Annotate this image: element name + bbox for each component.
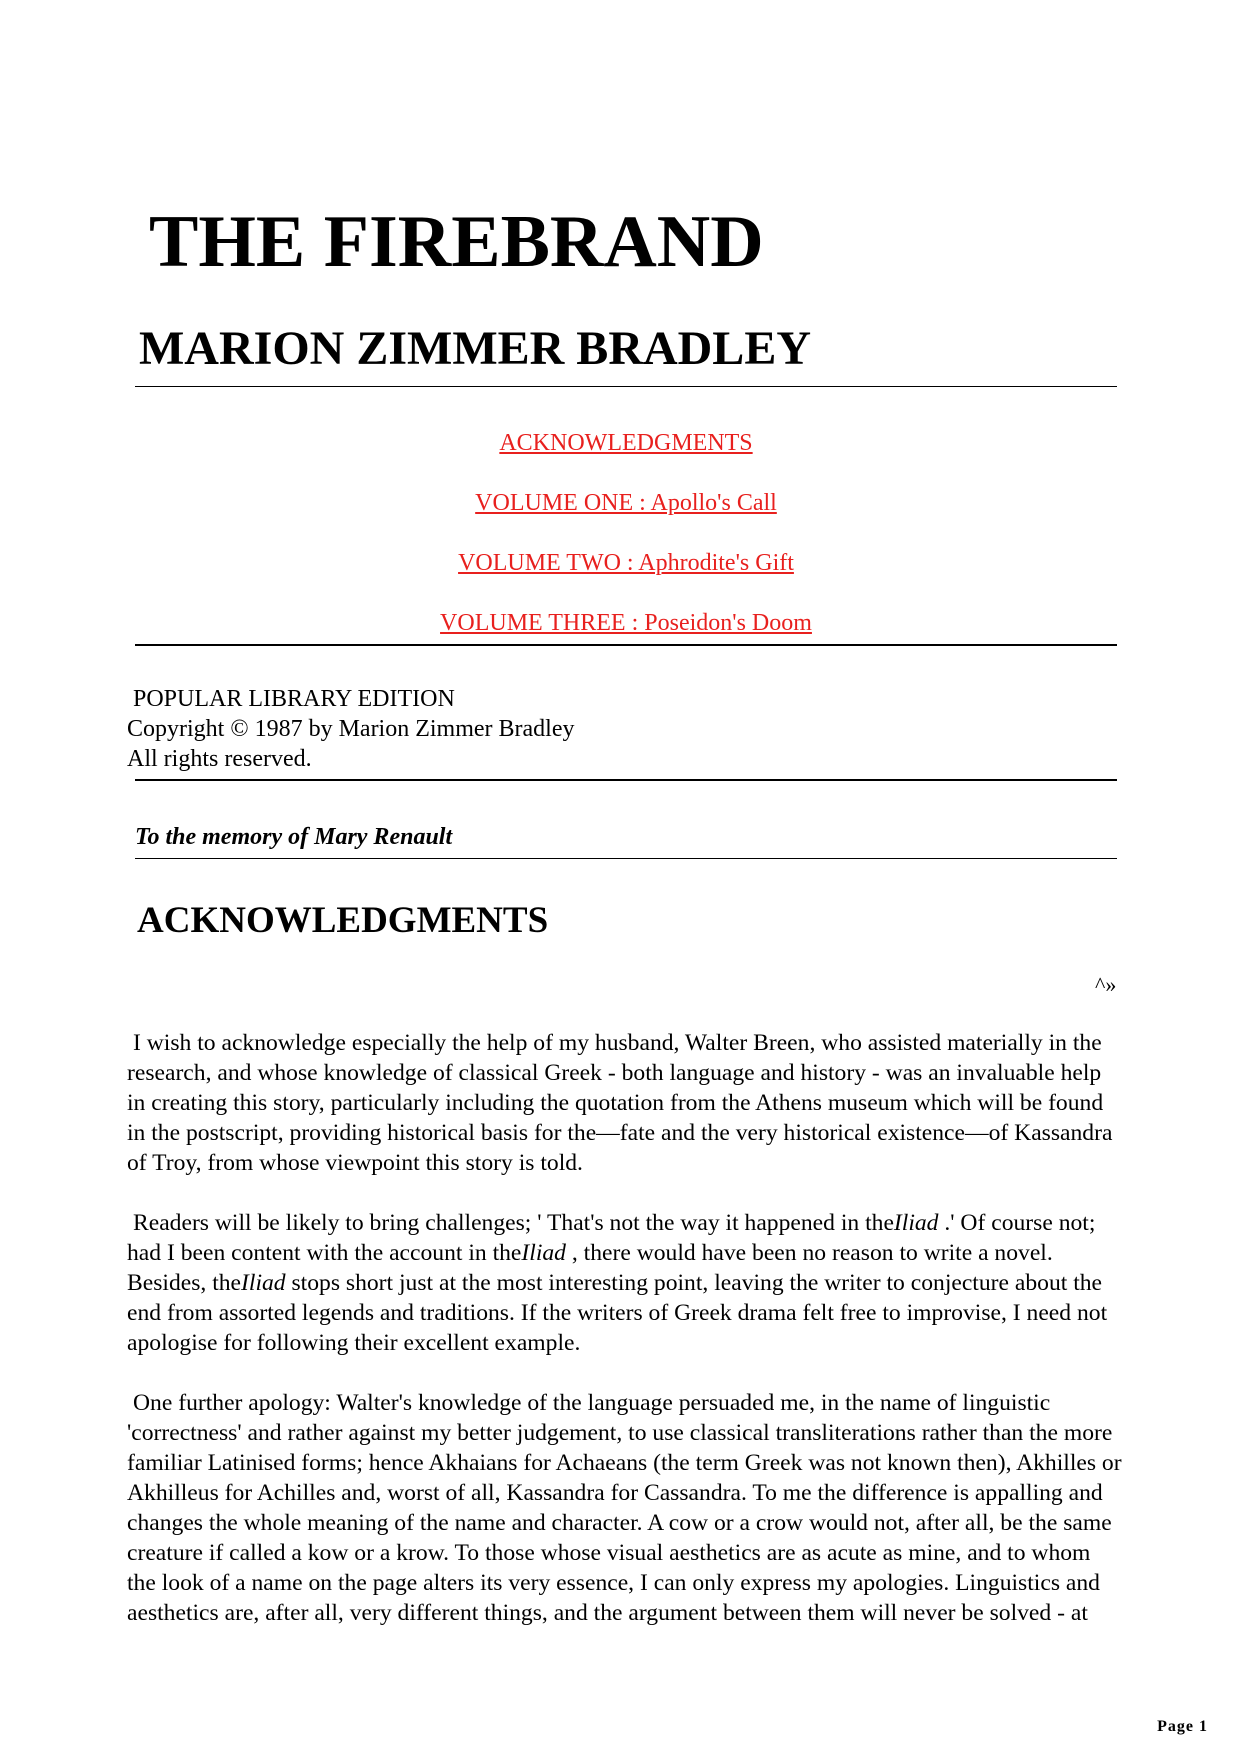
edition-line: POPULAR LIBRARY EDITION <box>133 686 455 712</box>
rights-line: All rights reserved. <box>127 746 312 772</box>
divider <box>135 779 1117 781</box>
paragraph: I wish to acknowledge especially the help of my husband, Walter Breen, who assisted materially in the research, and whose knowledge of classical Greek - both language and history - was an invaluable help in creating this story, particularly including the quotation from the Athens museum which will be found in the postscript, providing historical basis for the—fate and the very historical existence—of Kassandra of Troy, from whose viewpoint this story is told. <box>127 1030 1113 1176</box>
paragraph <box>127 1208 1125 1358</box>
edition-notice <box>127 684 575 774</box>
page-number: Page 1 <box>1157 1718 1208 1735</box>
divider <box>135 858 1117 859</box>
toc-link-acknowledgments[interactable]: ACKNOWLEDGMENTS <box>499 430 753 456</box>
paragraph-text: , there would have been no reason to write a novel. Besides, the <box>127 1240 1053 1296</box>
toc-link-volume-two[interactable]: VOLUME TWO : Aphrodite's Gift <box>458 550 794 576</box>
italic-title: Iliad <box>241 1270 286 1296</box>
dedication: To the memory of Mary Renault <box>135 824 453 850</box>
book-author: MARION ZIMMER BRADLEY <box>139 322 811 375</box>
acknowledgments-body <box>127 1028 1125 1658</box>
paragraph-text: stops short just at the most interesting point, leaving the writer to conjecture about the end from assorted legends and traditions. If the writers of Greek drama felt free to improvise, I need not apologise for following their excellent example. <box>127 1270 1108 1356</box>
paragraph-text: Readers will be likely to bring challenges; ' That's not the way it happened in the <box>133 1210 894 1236</box>
table-of-contents <box>135 428 1117 668</box>
toc-item <box>135 488 1117 548</box>
toc-link-volume-one[interactable]: VOLUME ONE : Apollo's Call <box>475 490 777 516</box>
toc-item <box>135 548 1117 608</box>
copyright-line: Copyright © 1987 by Marion Zimmer Bradley <box>127 716 575 742</box>
toc-item <box>135 608 1117 668</box>
italic-title: Iliad <box>521 1240 566 1266</box>
paragraph-text: .' Of course not; had I been content with the account in the <box>127 1210 1096 1266</box>
paragraph: One further apology: Walter's knowledge of the language persuaded me, in the name of linguistic 'correctness' and rather against my better judgement, to use classical transliterations rather than the more familiar Latinised forms; hence Akhaians for Achaeans (the term Greek was not known then), Akhilles or Akhilleus for Achilles and, worst of all, Kassandra for Cassandra. To me the difference is appalling and changes the whole meaning of the name and character. A cow or a crow would not, after all, be the same creature if called a kow or a krow. To those whose visual aesthetics are as acute as mine, and to whom the look of a name on the page alters its very essence, I can only express my apologies. Linguistics and aesthetics are, after all, very different things, and the argument between them will never be solved - at <box>127 1390 1122 1626</box>
book-title: THE FIREBRAND <box>149 201 764 283</box>
divider <box>135 386 1117 387</box>
toc-link-volume-three[interactable]: VOLUME THREE : Poseidon's Doom <box>440 610 812 636</box>
italic-title: Iliad <box>893 1210 939 1236</box>
section-heading: ACKNOWLEDGMENTS <box>137 900 549 941</box>
section-nav-links[interactable]: ^» <box>1095 972 1117 997</box>
toc-item <box>135 428 1117 488</box>
divider <box>135 644 1117 646</box>
